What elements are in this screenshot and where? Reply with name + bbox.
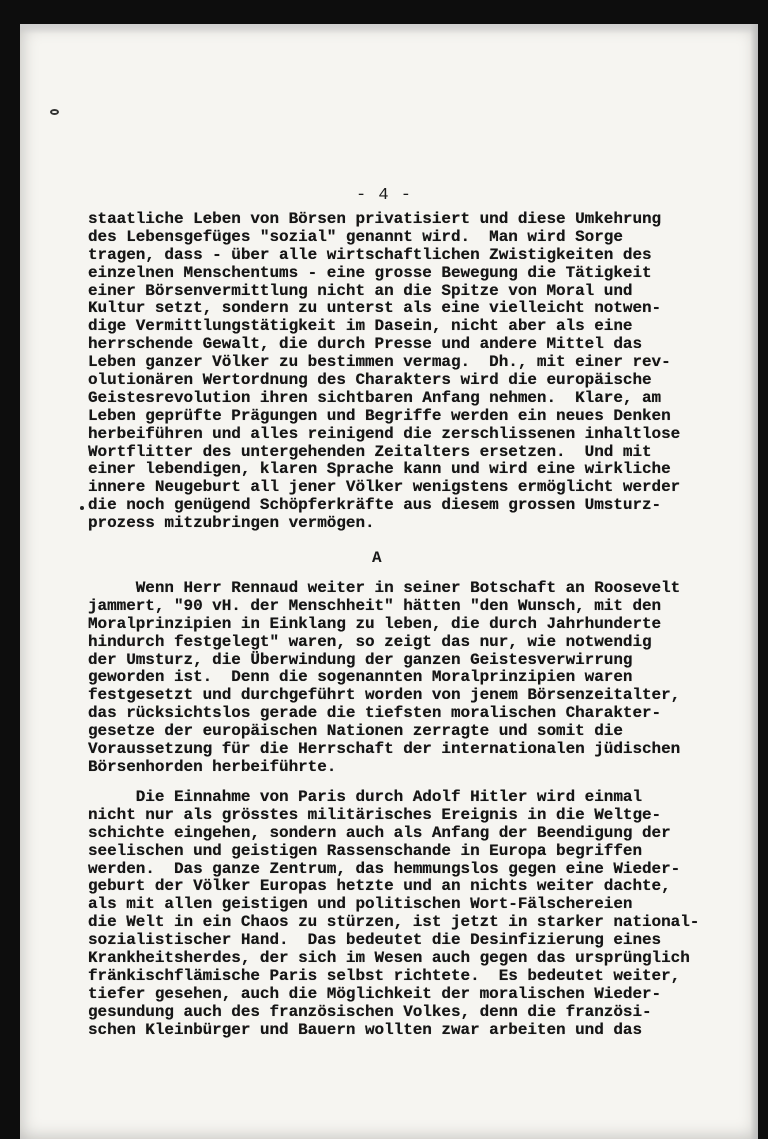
text-line: Moralprinzipien in Einklang zu leben, die durch Jahrhunderte (88, 614, 662, 633)
text-line: Wortflitter des untergehenden Zeitalters ersetzen. Und mit (88, 442, 652, 461)
text-line: schen Kleinbürger und Bauern wollten zwar arbeiten und das (88, 1020, 642, 1039)
text-line: Die Einnahme von Paris durch Adolf Hitler wird einmal (88, 788, 642, 806)
text-line: herbeiführen und alles reinigend die zerschlissenen inhaltlose (88, 424, 681, 443)
text-line: festgesetzt und durchgeführt worden von jenem Börsenzeitalter, (88, 686, 681, 705)
text-line: jammert, "90 vH. der Menschheit" hätten "den Wunsch, mit den (88, 596, 662, 615)
text-line: Kultur setzt, sondern zu unterst als eine vielleicht notwen- (88, 299, 662, 318)
text-line: Krankheitsherdes, der sich im Wesen auch gegen das ursprünglich (88, 949, 690, 968)
text-line: schichte eingehen, sondern auch als Anfang der Beendigung der (88, 823, 671, 842)
text-line: einer Börsenvermittlung nicht an die Spitze von Moral und (88, 281, 633, 300)
text-line: die Welt in ein Chaos zu stürzen, ist jetzt in starker national- (88, 913, 700, 932)
text-line: Voraussetzung für die Herrschaft der internationalen jüdischen (88, 740, 681, 759)
paper-top-edge (20, 24, 758, 34)
text-line: sozialistischer Hand. Das bedeutet die Desinfizierung eines (88, 931, 662, 950)
text-line: herrschende Gewalt, die durch Presse und andere Mittel das (88, 335, 642, 354)
text-line: Leben geprüfte Prägungen und Begriffe werden ein neues Denken (88, 406, 671, 425)
text-line: des Lebensgefüges "sozial" genannt wird. Man wird Sorge (88, 227, 623, 246)
text-line: tiefer gesehen, auch die Möglichkeit der moralischen Wieder- (88, 984, 662, 1003)
text-line: fränkischflämische Paris selbst richtete. Es bedeutet weiter, (88, 966, 681, 985)
text-line: seelischen und geistigen Rassenschande in Europa begriffen (88, 841, 642, 860)
punch-hole-mark (50, 109, 59, 115)
text-line: nicht nur als grösstes militärisches Ereignis in die Weltge- (88, 805, 662, 824)
section-mark: A (372, 549, 382, 567)
paragraph-rennaud (88, 580, 748, 777)
text-line: einer lebendigen, klaren Sprache kann und wird eine wirkliche (88, 460, 671, 479)
text-line: Leben ganzer Völker zu bestimmen vermag. Dh., mit einer rev- (88, 353, 671, 372)
text-line: als mit allen geistigen und politischen Wort-Fälschereien (88, 895, 633, 914)
text-line: werden. Das ganze Zentrum, das hemmungslos gegen eine Wieder- (88, 859, 681, 878)
paragraph-continuation (88, 211, 748, 533)
text-line: gesundung auch des französischen Volkes, denn die französi- (88, 1002, 652, 1021)
text-line: die noch genügend Schöpferkräfte aus diesem grossen Umsturz- (88, 496, 662, 515)
text-line: dige Vermittlungstätigkeit im Dasein, nicht aber als eine (88, 317, 633, 336)
page-number: - 4 - (355, 186, 412, 205)
text-line: der Umsturz, die Überwindung der ganzen Geistesverwirrung (88, 650, 633, 669)
text-line: Wenn Herr Rennaud weiter in seiner Botschaft an Roosevelt (88, 579, 681, 597)
text-line: prozess mitzubringen vermögen. (88, 514, 375, 533)
text-line: staatliche Leben von Börsen privatisiert und diese Umkehrung (88, 210, 662, 228)
text-line: Geistesrevolution ihren sichtbaren Anfang nehmen. Klare, am (88, 388, 662, 407)
text-line: geburt der Völker Europas hetzte und an nichts weiter dachte, (88, 877, 671, 896)
text-line: hindurch festgelegt" waren, so zeigt das nur, wie notwendig (88, 632, 652, 651)
text-line: gesetze der europäischen Nationen zerragte und somit die (88, 722, 623, 741)
text-line: geworden ist. Denn die sogenannten Moralprinzipien waren (88, 668, 633, 687)
text-line: Börsenhorden herbeiführte. (88, 757, 337, 776)
text-line: olutionären Wertordnung des Charakters wird die europäische (88, 371, 652, 390)
text-line: einzelnen Menschentums - eine grosse Bewegung die Tätigkeit (88, 263, 652, 282)
margin-dot (80, 506, 84, 510)
text-line: innere Neugeburt all jener Völker wenigstens ermöglicht werder (88, 478, 681, 497)
paragraph-paris (88, 789, 748, 1039)
text-line: das rücksichtslos gerade die tiefsten moralischen Charakter- (88, 704, 662, 723)
text-line: tragen, dass - über alle wirtschaftlichen Zwistigkeiten des (88, 245, 652, 264)
